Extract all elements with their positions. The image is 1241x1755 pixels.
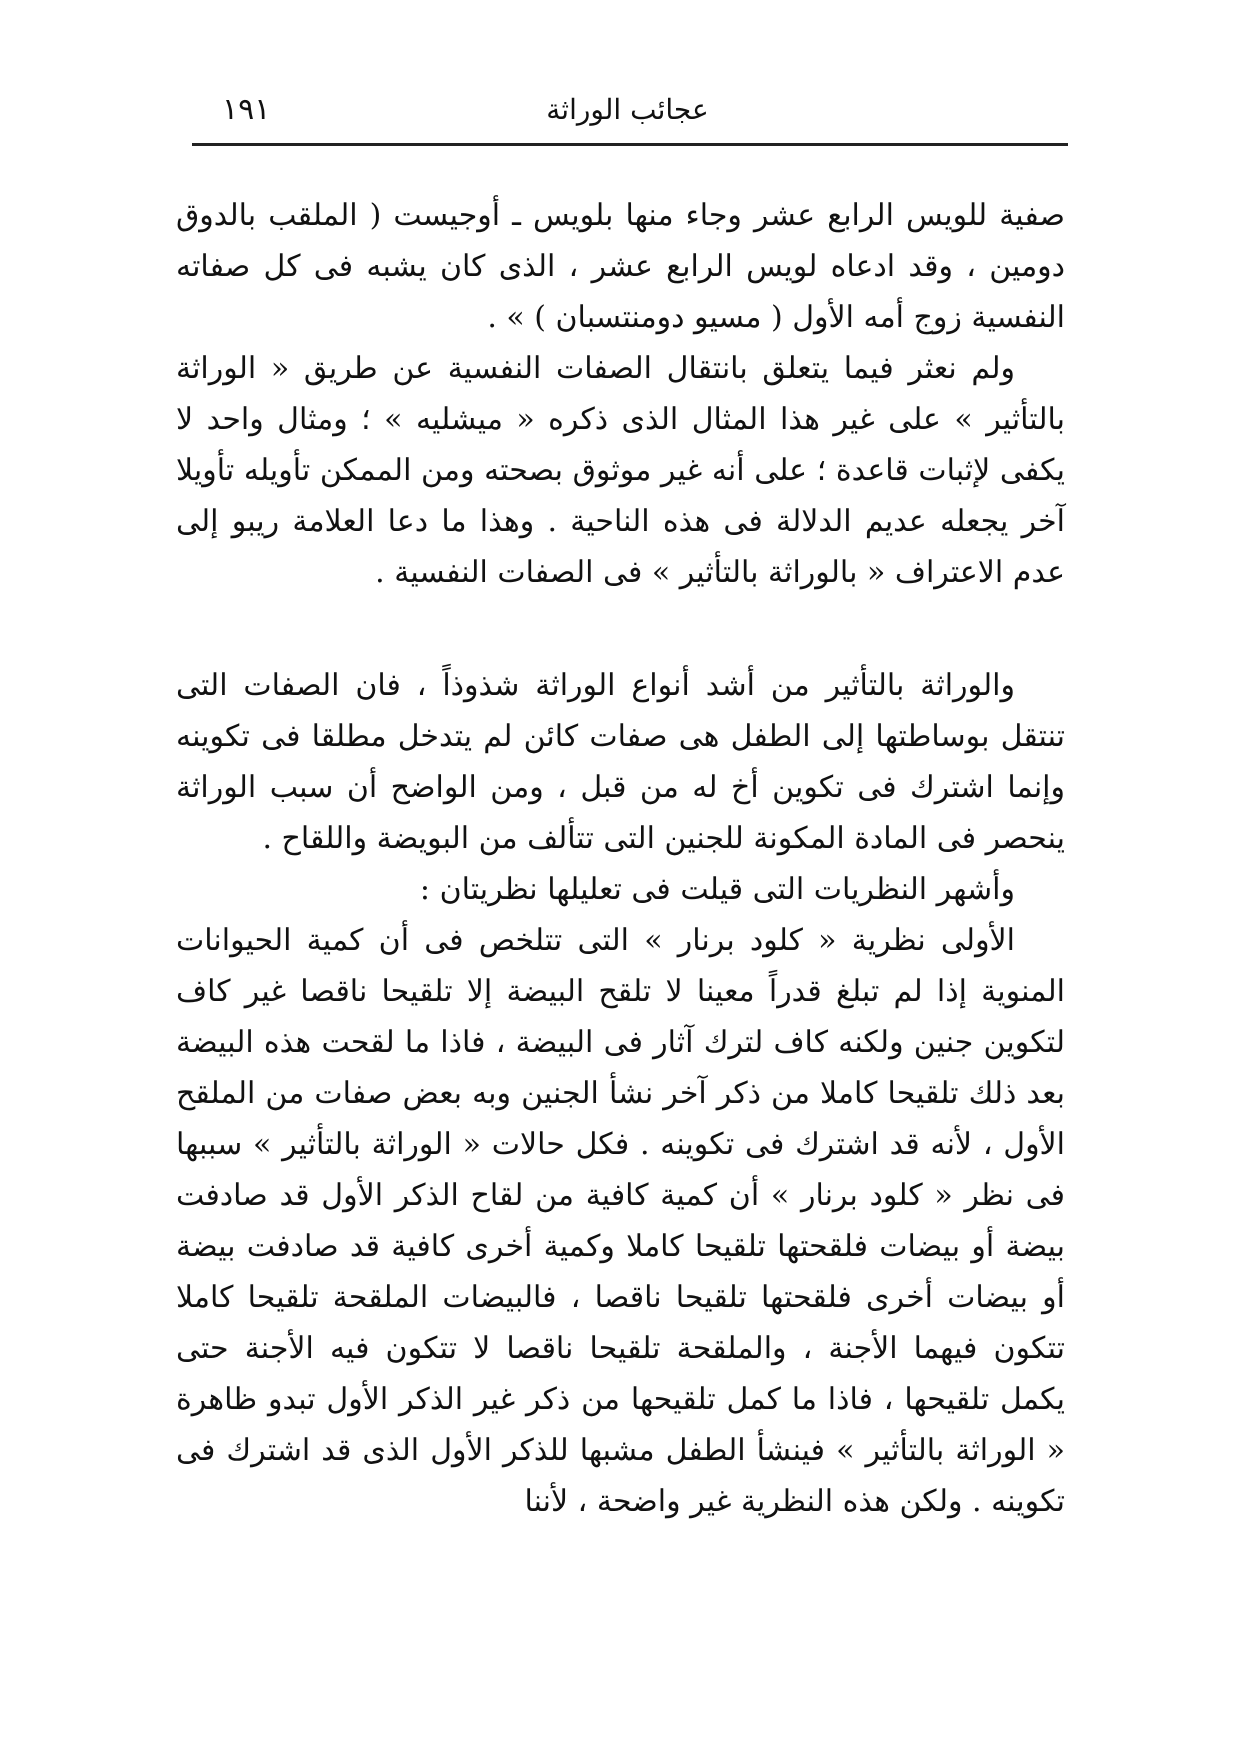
- running-title: عجائب الوراثة: [546, 93, 709, 126]
- paragraph: وأشهر النظريات التى قيلت فى تعليلها نظريتان :: [419, 872, 1015, 907]
- paragraph: والوراثة بالتأثير من أشد أنواع الوراثة شذوذاً ، فان الصفات التى تنتقل بوساطتها إلى الطفل هى صفات كائن لم يتدخل مطلقا فى تكوينه وإنما اشترك فى تكوين أخ له من قبل ، ومن الواضح أن سبب الوراثة ينحصر فى المادة المكونة للجنين التى تتألف من البويضة واللقاح .: [176, 668, 1065, 856]
- page-number: ١٩١: [222, 92, 271, 127]
- paragraph: الأولى نظرية « كلود برنار » التى تتلخص فى أن كمية الحيوانات المنوية إذا لم تبلغ قدراً معينا لا تلقح البيضة إلا تلقيحا ناقصا غير كاف لتكوين جنين ولكنه كاف لترك آثار فى البيضة ، فاذا ما لقحت هذه البيضة بعد ذلك تلقيحا كاملا من ذكر آخر نشأ الجنين وبه بعض صفات من الملقح الأول ، لأنه قد اشترك فى تكوينه . فكل حالات « الوراثة بالتأثير » سببها فى نظر « كلود برنار » أن كمية كافية من لقاح الذكر الأول قد صادفت بيضة أو بيضات فلقحتها تلقيحا كاملا وكمية أخرى كافية قد صادفت بيضة أو بيضات أخرى فلقحتها تلقيحا ناقصا ، فالبيضات الملقحة تلقيحا كاملا تتكون فيهما الأجنة ، والملقحة تلقيحا ناقصا لا تتكون فيه الأجنة حتى يكمل تلقيحها ، فاذا ما كمل تلقيحها من ذكر غير الذكر الأول تبدو ظاهرة « الوراثة بالتأثير » فينشأ الطفل مشبها للذكر الأول الذى قد اشترك فى تكوينه . ولكن هذه النظرية غير واضحة ، لأننا: [176, 923, 1065, 1519]
- header-rule: [192, 143, 1068, 146]
- section-gap: [176, 598, 1065, 660]
- running-head: [190, 92, 1065, 140]
- paragraph: ولم نعثر فيما يتعلق بانتقال الصفات النفسية عن طريق « الوراثة بالتأثير » على غير هذا المثال الذى ذكره « ميشليه » ؛ ومثال واحد لا يكفى لإثبات قاعدة ؛ على أنه غير موثوق بصحته ومن الممكن تأويله تأويلا آخر يجعله عديم الدلالة فى هذه الناحية . وهذا ما دعا العلامة ريبو إلى عدم الاعتراف « بالوراثة بالتأثير » فى الصفات النفسية .: [176, 351, 1065, 590]
- body-text: [176, 190, 1065, 1527]
- paragraph-continuation: صفية للويس الرابع عشر وجاء منها بلويس ـ أوجيست ( الملقب بالدوق دومين ، وقد ادعاه لويس الرابع عشر ، الذى كان يشبه فى كل صفاته النفسية زوج أمه الأول ( مسيو دومنتسبان ) » .: [176, 198, 1065, 335]
